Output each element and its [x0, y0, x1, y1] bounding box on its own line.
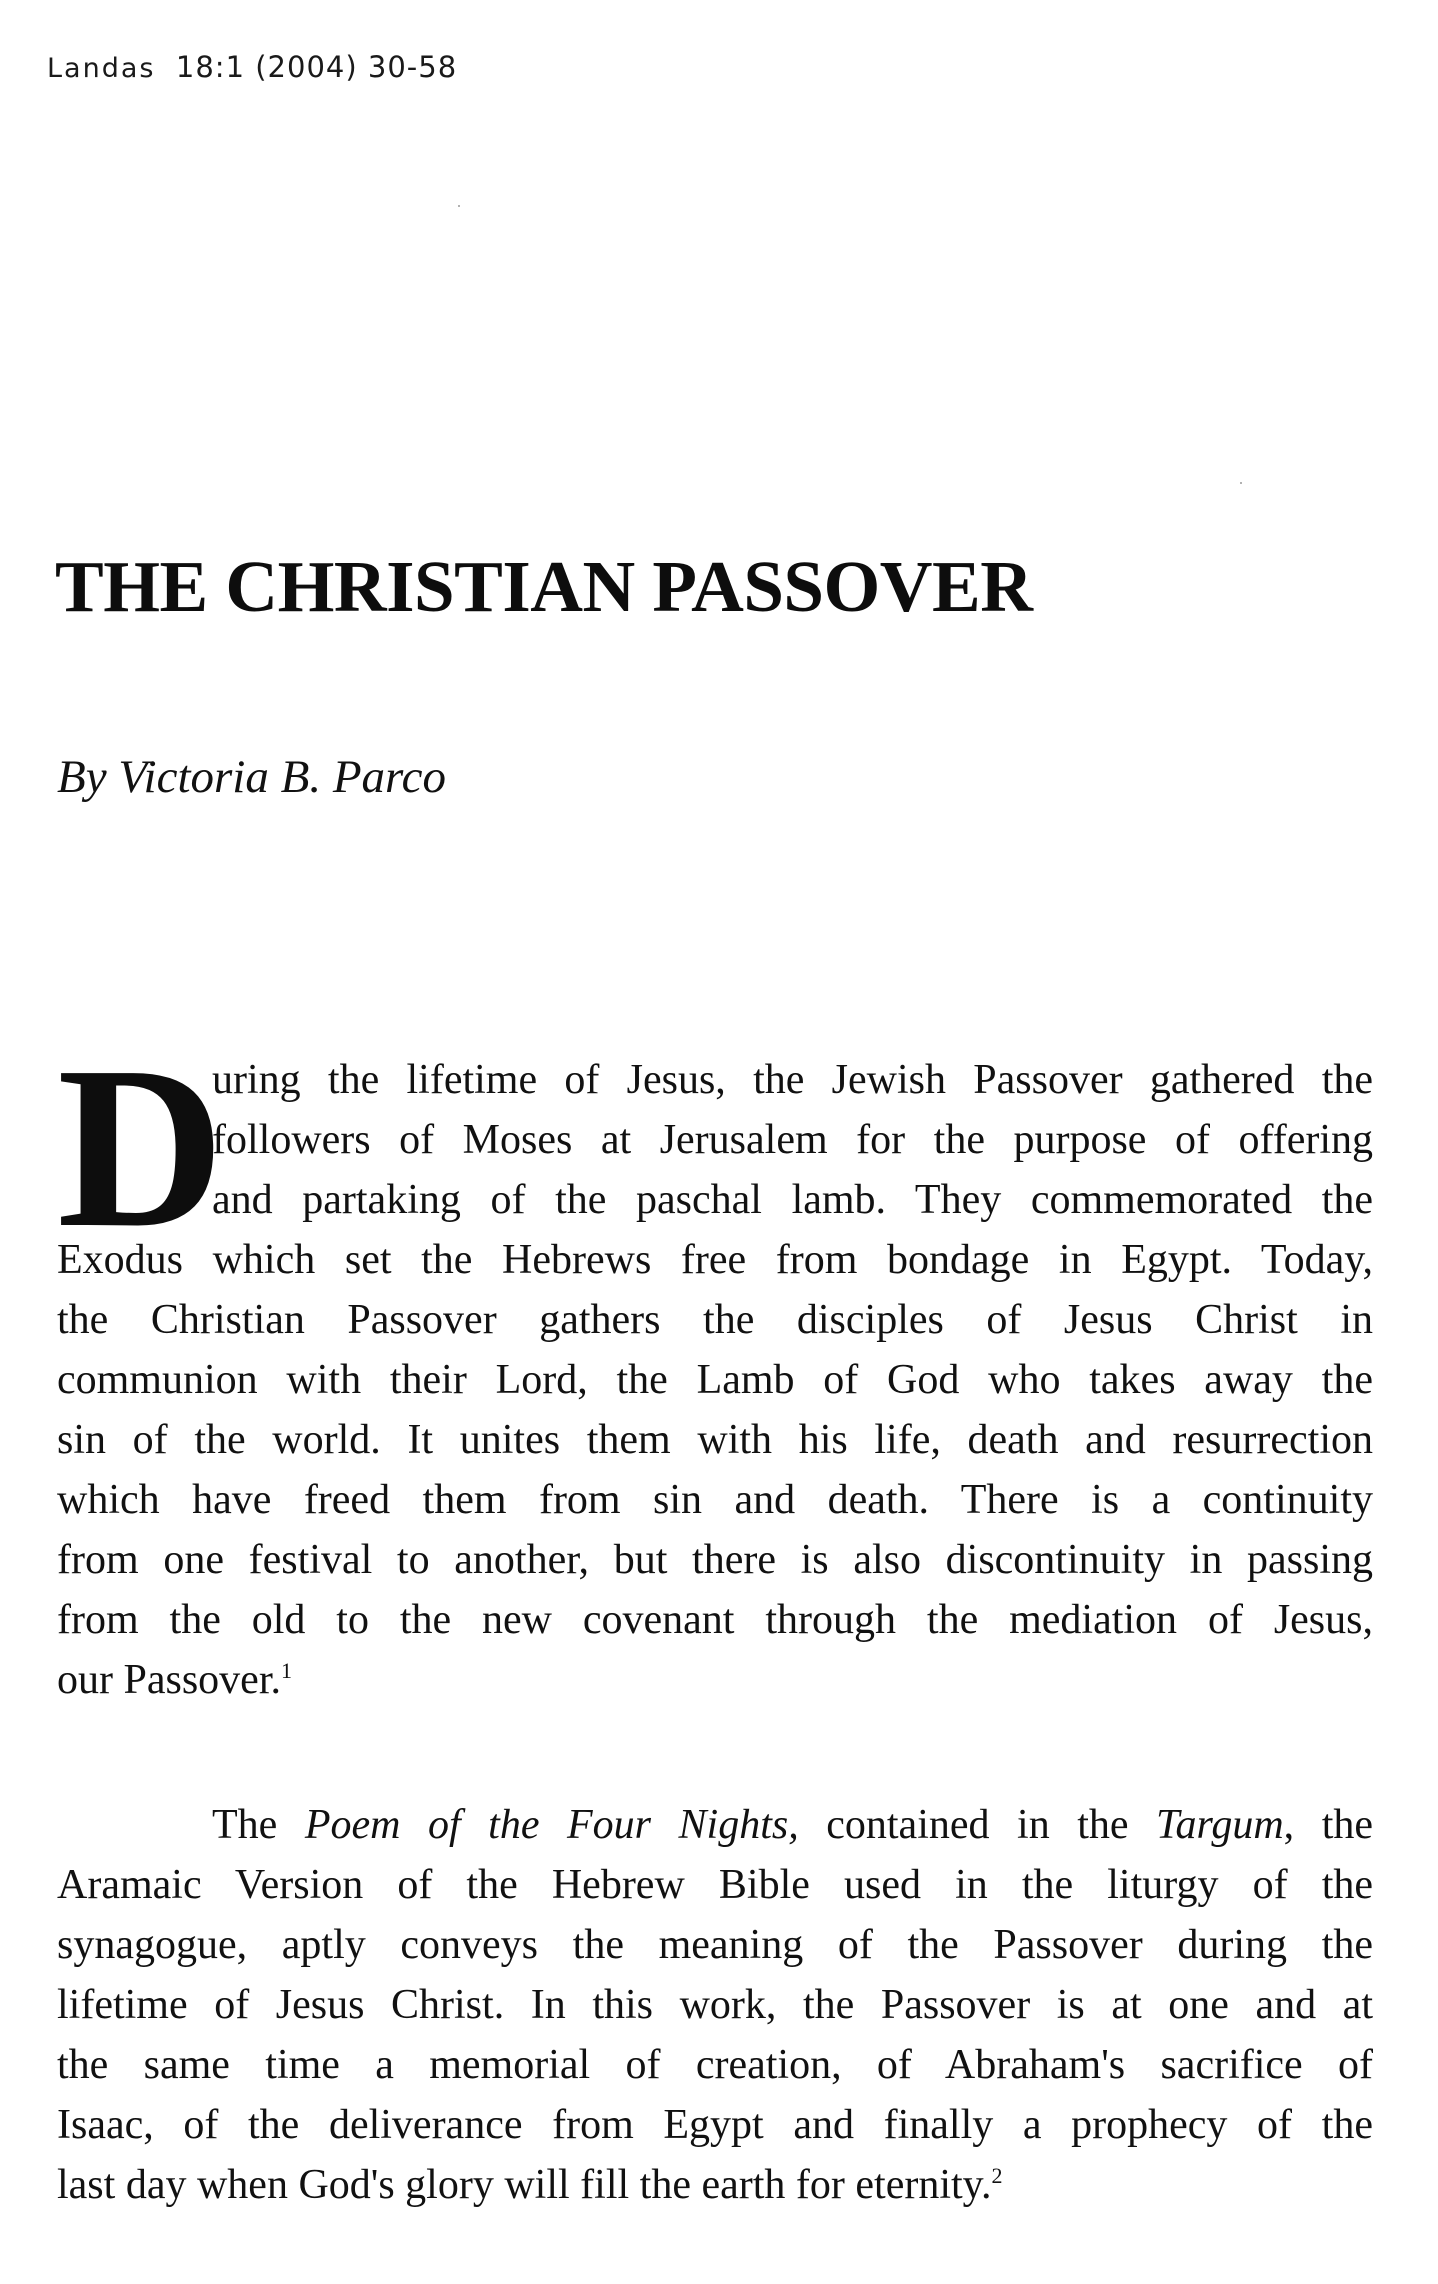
text-line: communion with their Lord, the Lamb of God who takes away the [57, 1357, 1373, 1403]
text-line: sin of the world. It unites them with his life, death and resurrection [57, 1417, 1373, 1463]
footnote-ref: 1 [281, 1658, 292, 1683]
text-line [57, 1795, 1373, 1855]
text-line: Exodus which set the Hebrews free from bondage in Egypt. Today, [57, 1237, 1373, 1283]
text-line: synagogue, aptly conveys the meaning of the Passover during the [57, 1922, 1373, 1968]
text-segment: contained in the [798, 1802, 1157, 1848]
text-line: from one festival to another, but there is also discontinuity in passing [57, 1537, 1373, 1583]
text-line: Aramaic Version of the Hebrew Bible used in the liturgy of the [57, 1862, 1373, 1908]
drop-cap: D [57, 1019, 225, 1276]
text-line: Isaac, of the deliverance from Egypt and finally a prophecy of the [57, 2102, 1373, 2148]
text-line [57, 1650, 1373, 1710]
journal-name: Landas [47, 53, 156, 84]
scan-speck [458, 205, 460, 207]
text-segment: , the [1283, 1802, 1374, 1848]
text-line: uring the lifetime of Jesus, the Jewish Passover gathered the [212, 1057, 1373, 1103]
scan-speck [1240, 482, 1242, 484]
text-line: which have freed them from sin and death. There is a continuity [57, 1477, 1373, 1523]
paragraph-intro [57, 1019, 1373, 1710]
text-line: from the old to the new covenant through the mediation of Jesus, [57, 1597, 1373, 1643]
text-line-content: our Passover. [57, 1657, 281, 1703]
footnote-ref: 2 [991, 2163, 1003, 2188]
text-line-content: last day when God's glory will fill the earth for eternity. [57, 2162, 992, 2208]
author-byline: By Victoria B. Parco [57, 751, 446, 803]
text-line: followers of Moses at Jerusalem for the purpose of offering [212, 1117, 1373, 1163]
text-line [57, 2155, 1373, 2215]
targum-term: Targum [1156, 1802, 1284, 1848]
text-line: lifetime of Jesus Christ. In this work, the Passover is at one and at [57, 1982, 1373, 2028]
text-line: and partaking of the paschal lamb. They commemorated the [212, 1177, 1373, 1223]
text-segment: The [212, 1802, 305, 1848]
volume-issue-pages: 18:1 (2004) 30-58 [175, 50, 458, 84]
poem-title: Poem of the Four Nights, [304, 1802, 799, 1848]
journal-citation [47, 50, 457, 84]
paragraph-poem [57, 1795, 1373, 2215]
text-line: the same time a memorial of creation, of Abraham's sacrifice of [57, 2042, 1373, 2088]
article-title: THE CHRISTIAN PASSOVER [55, 546, 1033, 627]
text-line: the Christian Passover gathers the disciples of Jesus Christ in [57, 1297, 1373, 1343]
